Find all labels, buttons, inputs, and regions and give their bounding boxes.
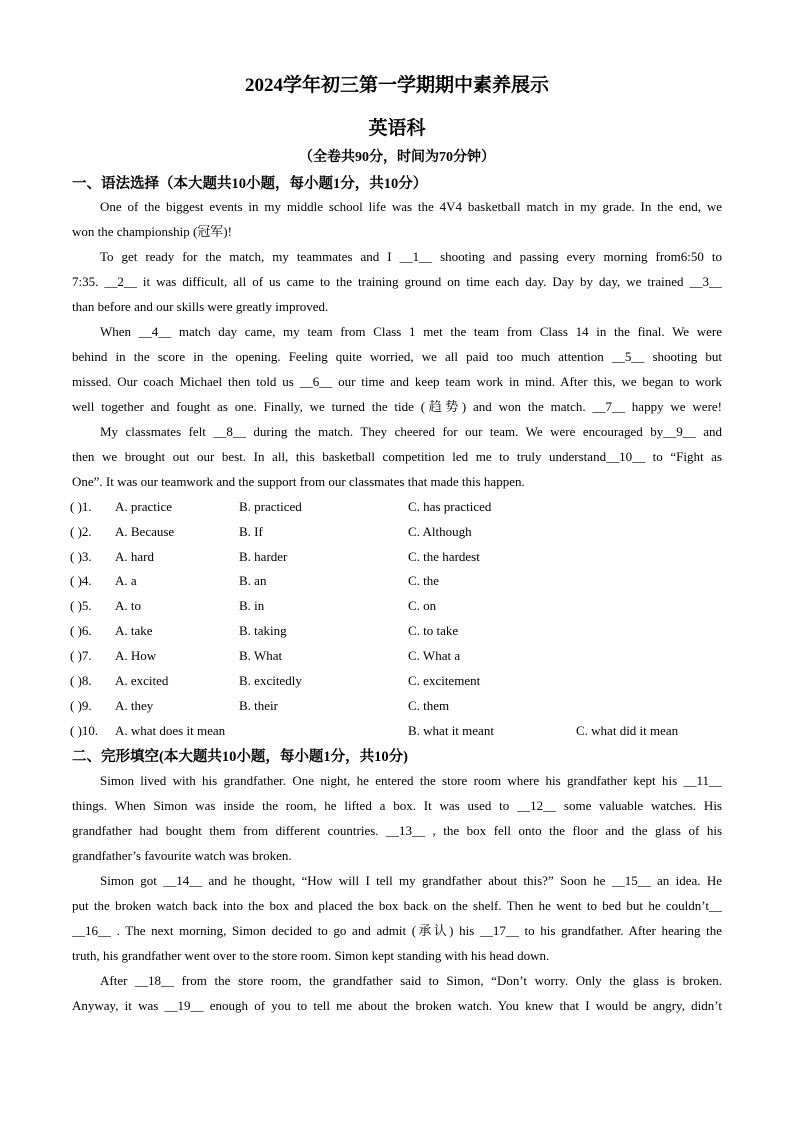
option-a: A. they — [115, 698, 154, 713]
option-b: B. their — [239, 698, 278, 713]
question-9: ( )9. — [70, 698, 92, 713]
question-5: ( )5. — [70, 598, 92, 613]
passage1-line: My classmates felt __8__ during the match. They cheered for our team. We were encouraged by__9__ and — [100, 424, 722, 439]
passage1-line: One”. It was our teamwork and the support from our classmates that made this happen. — [72, 474, 525, 489]
option-c: C. to take — [408, 623, 459, 638]
passage2-line: Anyway, it was __19__ enough of you to tell me about the broken watch. You knew that I would be angry, didn’t — [72, 998, 722, 1013]
passage2-line: grandfather had bought them from different countries. __13__ , the box fell onto the floor and the glass of his — [72, 823, 722, 838]
passage1-line: behind in the score in the opening. Feeling quite worried, we all paid too much attention __5__ shooting but — [72, 349, 722, 364]
question-8: ( )8. — [70, 673, 92, 688]
option-b: B. excitedly — [239, 673, 302, 688]
option-a: A. take — [115, 623, 153, 638]
option-c: C. them — [408, 698, 450, 713]
option-b: B. harder — [239, 549, 288, 564]
option-c: C. what did it mean — [576, 723, 679, 738]
passage1-line: won the championship (冠军)! — [72, 224, 232, 239]
passage2-line: things. When Simon was inside the room, he lifted a box. It was used to __12__ some valuable watches. His — [72, 798, 722, 813]
option-c: C. on — [408, 598, 437, 613]
question-6: ( )6. — [70, 623, 92, 638]
passage2-line: After __18__ from the store room, the grandfather said to Simon, “Don’t worry. Only the glass is broken. — [100, 973, 722, 988]
passage1-line: than before and our skills were greatly improved. — [72, 299, 329, 314]
option-b: B. in — [239, 598, 265, 613]
passage2-line: put the broken watch back into the box and placed the box back on the shelf. Then he went to bed but he couldn’t__ — [72, 898, 722, 913]
passage2-line: Simon lived with his grandfather. One night, he entered the store room where his grandfather kept his __11__ — [100, 773, 722, 788]
passage1-line: well together and fought as one. Finally, we turned the tide (趋势) and won the match. __7__ happy we were! — [72, 399, 722, 414]
option-c: C. the hardest — [408, 549, 480, 564]
option-b: B. what it meant — [408, 723, 494, 738]
option-b: B. taking — [239, 623, 287, 638]
option-b: B. an — [239, 573, 267, 588]
passage1-line: missed. Our coach Michael then told us __6__ our time and keep team work in mind. After this, we began to work — [72, 374, 722, 389]
section1-heading: 一、语法选择（本大题共10小题，每小题1分，共10分） — [72, 176, 428, 192]
question-2: ( )2. — [70, 524, 92, 539]
option-b: B. What — [239, 648, 283, 663]
passage2-line: __16__ . The next morning, Simon decided to go and admit (承认) his __17__ to his grandfather. After hearing the — [72, 923, 722, 938]
passage1-line: One of the biggest events in my middle school life was the 4V4 basketball match in my grade. In the end, we — [100, 199, 722, 214]
passage2-line: truth, his grandfather went over to the store room. Simon kept standing with his head down. — [72, 948, 550, 963]
section2-heading: 二、完形填空(本大题共10小题，每小题1分，共10分) — [72, 749, 408, 765]
question-4: ( )4. — [70, 573, 92, 588]
passage1-line: 7:35. __2__ it was difficult, all of us came to the training ground on time each day. Day by day, we trained __3__ — [72, 274, 722, 289]
exam-title: 2024学年初三第一学期期中素养展示 — [244, 75, 549, 96]
option-b: B. practiced — [239, 499, 302, 514]
option-a: A. How — [115, 648, 157, 663]
option-a: A. to — [115, 598, 141, 613]
exam-note: （全卷共90分，时间为70分钟） — [299, 150, 495, 165]
passage1-line: then we brought out our best. In all, this basketball competition led me to truly understand__10__ to “Fight as — [72, 449, 722, 464]
option-c: C. the — [408, 573, 440, 588]
option-c: C. What a — [408, 648, 461, 663]
option-a: A. hard — [115, 549, 154, 564]
option-c: C. excitement — [408, 673, 481, 688]
passage2-line: Simon got __14__ and he thought, “How will I tell my grandfather about this?” Soon he __15__ an idea. He — [100, 873, 722, 888]
question-1: ( )1. — [70, 499, 92, 514]
question-7: ( )7. — [70, 648, 92, 663]
question-10: ( )10. — [70, 723, 99, 738]
passage1-line: When __4__ match day came, my team from Class 1 met the team from Class 14 in the final. We were — [100, 324, 722, 339]
subject-title: 英语科 — [368, 118, 426, 139]
option-a: A. practice — [115, 499, 173, 514]
option-a: A. a — [115, 573, 137, 588]
passage2-line: grandfather’s favourite watch was broken. — [72, 848, 292, 863]
question-3: ( )3. — [70, 549, 92, 564]
option-a: A. Because — [115, 524, 175, 539]
option-c: C. Although — [408, 524, 472, 539]
passage1-line: To get ready for the match, my teammates and I __1__ shooting and passing every morning from6:50 to — [100, 249, 722, 264]
option-c: C. has practiced — [408, 499, 492, 514]
option-a: A. excited — [115, 673, 169, 688]
option-a: A. what does it mean — [115, 723, 226, 738]
option-b: B. If — [239, 524, 263, 539]
